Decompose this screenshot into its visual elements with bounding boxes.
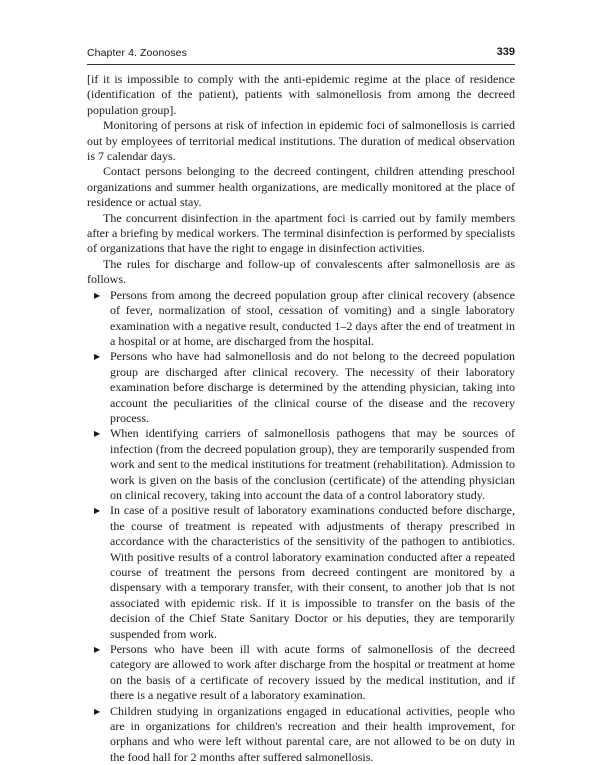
chapter-title: Chapter 4. Zoonoses — [87, 47, 187, 59]
list-item — [94, 287, 515, 350]
page-body — [87, 72, 515, 765]
list-item — [94, 503, 515, 642]
list-item — [94, 642, 515, 704]
paragraph: The concurrent disinfection in the apartment foci is carried out by family members after a briefing by medical workers. The terminal disinfection is performed by specialists of organizations that have the right to engage in disinfection activities. — [87, 210, 515, 256]
list-item-text: Persons from among the decreed population group after clinical recovery (absence of fever, normalization of stool, cessation of vomiting) and a single laboratory examination with a negative result, conducted 1–2 days after the end of treatment in a hospital or at home, are discharged from the hospital. — [110, 287, 515, 348]
list-item-text: Persons who have had salmonellosis and do not belong to the decreed population group are discharged after clinical recovery. The necessity of their laboratory examination before discharge is determined by the attending physician, taking into account the peculiarities of the clinical course of the disease and the recovery process. — [110, 349, 515, 425]
list-item — [94, 426, 515, 503]
list-item-text: In case of a positive result of laboratory examinations conducted before discharge, the course of treatment is repeated with adjustments of therapy prescribed in accordance with the characteristics of the sensitivity of the pathogen to antibiotics. With positive results of a control laboratory examination conducted after a repeated course of treatment the persons from decreed contingent are monitored by a dispensary with a temporary transfer, with their consent, to another job that is not associated with epidemic risk. If it is impossible to transfer on the basis of the decision of the Chief State Sanitary Doctor or his deputies, they are temporarily suspended from work. — [110, 503, 515, 641]
triangle-bullet-icon: ▶ — [94, 506, 101, 516]
discharge-rules-list — [87, 288, 515, 765]
list-item — [94, 349, 515, 426]
paragraph: Contact persons belonging to the decreed contingent, children attending preschool organizations and summer health organizations, are medically monitored at the place of residence or actual stay. — [87, 164, 515, 210]
triangle-bullet-icon: ▶ — [94, 429, 101, 439]
running-header — [87, 44, 515, 65]
list-item — [94, 703, 515, 765]
triangle-bullet-icon: ▶ — [94, 352, 101, 362]
list-item-text: Persons who have been ill with acute forms of salmonellosis of the decreed category are allowed to work after discharge from the hospital or treatment at home on the basis of a certificate of recovery issued by the medical institution, and if there is a negative result of a laboratory examination. — [110, 642, 515, 703]
triangle-bullet-icon: ▶ — [94, 645, 101, 655]
list-item-text: Children studying in organizations engaged in educational activities, people who are in organizations for children's recreation and their health improvement, for orphans and who were left without parental care, are not allowed to be on duty in the food hall for 2 months after suffered salmonellosis. — [110, 703, 515, 764]
paragraph: Monitoring of persons at risk of infection in epidemic foci of salmonellosis is carried out by employees of territorial medical institutions. The duration of medical observation is 7 calendar days. — [87, 118, 515, 164]
triangle-bullet-icon: ▶ — [94, 290, 101, 300]
page-number: 339 — [496, 46, 515, 58]
list-item-text: When identifying carriers of salmonellosis pathogens that may be sources of infection (from the decreed population group), they are temporarily suspended from work and sent to the medical institutions for treatment (rehabilitation). Admission to work is given on the basis of the conclusion (certificate) of the attending physician on clinical recovery, taking into account the data of a control laboratory study. — [110, 426, 515, 502]
paragraph: The rules for discharge and follow-up of convalescents after salmonellosis are as follows. — [87, 256, 515, 287]
paragraph: [if it is impossible to comply with the anti-epidemic regime at the place of residence (identification of the patient), patients with salmonellosis from among the decreed population group]. — [87, 72, 515, 117]
triangle-bullet-icon: ▶ — [94, 706, 101, 716]
